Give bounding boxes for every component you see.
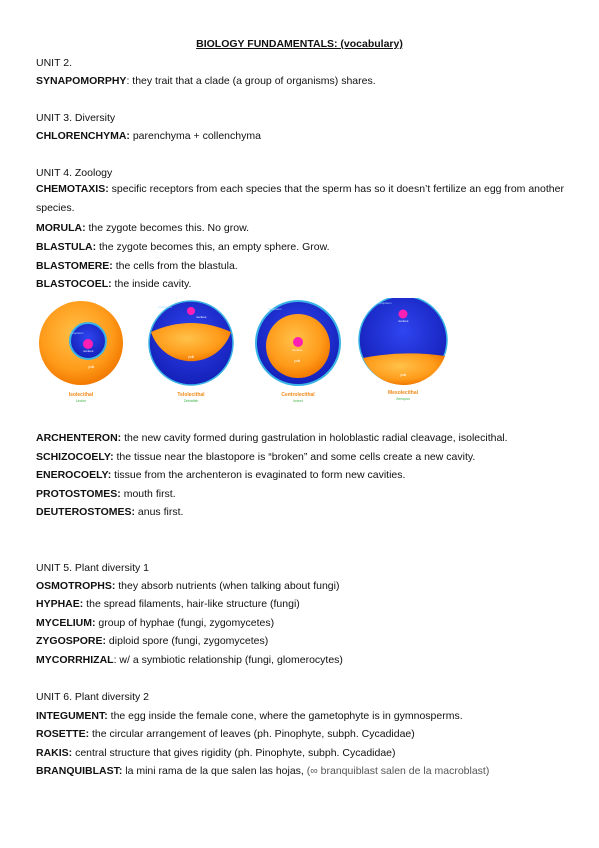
term-label: MORULA: [36,222,86,234]
term-label: BLASTULA: [36,241,97,253]
egg-centrolecithal [256,301,340,403]
egg-yolk-shape [363,353,445,385]
term-integument [36,709,576,723]
term-definition: specific receptors from each species that the sperm has so it doesn’t fertilize an egg from another species. [36,183,564,214]
term-definition: mouth first. [120,488,176,500]
term-zygospore [36,634,576,648]
egg-label-nucleus: nucleus [398,319,409,323]
term-label: BRANQUIBLAST: [36,765,123,777]
term-definition: : they trait that a clade (a group of organisms) shares. [126,75,376,87]
term-label: HYPHAE: [36,598,84,610]
term-definition: the egg inside the female cone, where the gametophyte is in gymnosperms. [107,710,463,722]
term-label: ENEROCOELY: [36,469,112,481]
term-definition: the cells from the blastula. [112,260,238,272]
term-enerocoely [36,468,576,482]
term-schizocoely [36,450,576,464]
egg-label-nucleus: nucleus [292,348,303,352]
term-label: DEUTEROSTOMES: [36,506,135,518]
term-archenteron [36,431,576,445]
unit6-heading: UNIT 6. Plant diversity 2 [36,691,150,703]
term-definition: diploid spore (fungi, zygomycetes) [106,635,269,647]
term-definition: parenchyma + collenchyma [129,130,261,142]
term-blastocoel [36,277,576,291]
term-mycorrhizal [36,653,576,667]
egg-nucleus-shape [187,307,195,315]
egg-types-figure [36,298,456,408]
term-label: ARCHENTERON: [36,432,122,444]
term-definition: the circular arrangement of leaves (ph. Pinophyte, subph. Cycadidae) [89,728,415,740]
egg-label-yolk: yolk [188,355,195,359]
term-hyphae [36,597,576,611]
term-protostomes [36,487,576,501]
term-label: INTEGUMENT: [36,710,108,722]
term-definition: the zygote becomes this. No grow. [85,222,249,234]
term-rosette [36,727,576,741]
egg-label-nucleus: nucleus [83,349,94,353]
egg-type-label: Isolecithal [68,392,94,398]
term-label: SCHIZOCOELY: [36,451,114,463]
unit2-heading: UNIT 2. [36,57,72,69]
egg-nucleus-shape [399,310,408,319]
term-label: ZYGOSPORE: [36,635,107,647]
term-definition: the new cavity formed during gastrulation in holoblastic radial cleavage, isolecithal. [121,432,508,444]
term-label: SYNAPOMORPHY [36,75,127,87]
egg-label-yolk: yolk [400,373,407,377]
term-definition: la mini rama de la que salen las hojas, [122,765,307,777]
term-label: MYCORRHIZAL [36,654,114,666]
term-definition: the inside cavity. [111,278,192,290]
term-label: CHEMOTAXIS: [36,183,109,195]
term-definition: the zygote becomes this, an empty sphere. Grow. [96,241,330,253]
term-synapomorphy [36,74,576,88]
term-label: BLASTOCOEL: [36,278,112,290]
term-note: (∞ branquiblast salen de la macroblast) [306,765,490,777]
term-label: RAKIS: [36,747,73,759]
egg-example-label: Xenopus [396,397,410,401]
egg-label-yolk: yolk [88,365,95,369]
egg-label-nucleus: nucleus [196,315,207,319]
egg-nucleus-shape [83,339,93,349]
page-title: BIOLOGY FUNDAMENTALS: (vocabulary) [196,38,403,50]
unit4-heading: UNIT 4. Zoology [36,167,113,179]
term-label: CHLORENCHYMA: [36,130,130,142]
egg-nucleus-shape [293,337,303,347]
egg-label-yolk: yolk [294,359,301,363]
term-branquiblast [36,764,576,778]
term-chemotaxis [36,180,566,218]
term-definition: central structure that gives rigidity (ph. Pinophyte, subph. Cycadidae) [72,747,396,759]
term-definition: group of hyphae (fungi, zygomycetes) [95,617,275,629]
term-label: OSMOTROPHS: [36,580,116,592]
egg-label-cytoplasm: cytoplasm [378,301,392,305]
term-blastomere [36,259,576,273]
term-morula [36,221,576,235]
term-definition: : w/ a symbiotic relationship (fungi, glomerocytes) [113,654,343,666]
term-definition: the tissue near the blastopore is “broken” and some cells create a new cavity. [113,451,476,463]
egg-example-label: Zebrafish [183,399,199,403]
term-label: MYCELIUM: [36,617,96,629]
term-definition: anus first. [134,506,184,518]
term-deuterostomes [36,505,576,519]
term-osmotrophs [36,579,576,593]
egg-example-label: Urchin [75,399,87,403]
term-blastula [36,240,576,254]
egg-type-label: Telolecithal [177,392,205,398]
egg-example-label: Insect [293,399,303,403]
term-definition: the spread filaments, hair-like structure (fungi) [83,598,300,610]
term-definition: tissue from the archenteron is evaginated to form new cavities. [111,469,406,481]
egg-label-cytoplasm: cytoplasm [158,305,172,309]
unit5-heading: UNIT 5. Plant diversity 1 [36,562,150,574]
egg-isolecithal [39,301,123,403]
egg-type-label: Mesolecithal [387,390,419,396]
term-mycelium [36,616,576,630]
egg-telolecithal [149,301,233,403]
term-label: PROTOSTOMES: [36,488,121,500]
term-label: ROSETTE: [36,728,90,740]
term-chlorenchyma [36,129,576,143]
term-definition: they absorb nutrients (when talking about fungi) [115,580,340,592]
egg-type-label: Centrolecithal [281,392,315,398]
egg-label-cytoplasm: cytoplasm [70,331,84,335]
term-rakis [36,746,576,760]
unit3-heading: UNIT 3. Diversity [36,112,116,124]
egg-label-cytoplasm: cytoplasm [268,307,282,311]
term-label: BLASTOMERE: [36,260,113,272]
egg-mesolecithal [359,298,447,401]
